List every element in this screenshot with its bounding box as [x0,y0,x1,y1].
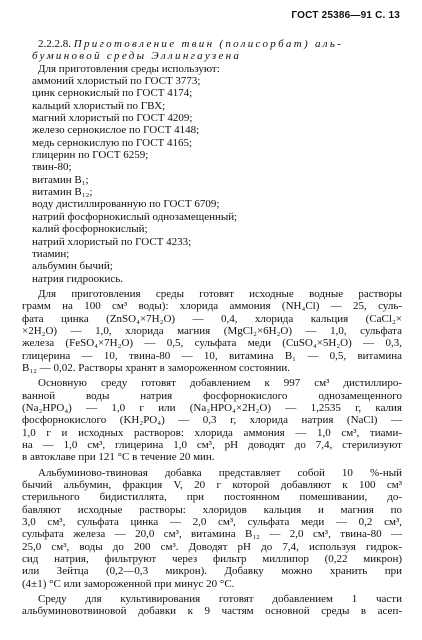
list-item: глицерин по ГОСТ 6259; [32,149,149,162]
list-item: натрий фосфорнокислый однозамещенный; [32,210,238,223]
paragraph-line: фосфорнокислого (KH₂PO₄) — 0,3 г, хлорида натрия (NaCl) — [22,414,402,427]
materials-list [22,63,402,285]
list-item: натрий хлористый по ГОСТ 4233; [32,235,192,248]
paragraph-line: фата цинка (ZnSO₄×7H₂O) — 0,4, хлорида кальция (CaCl₂× [22,312,402,325]
paragraph-line: Среду для культивирования готовят добавлением 1 части [38,593,402,606]
list-item: тиамин; [32,247,70,260]
paragraph-line: бычий альбумин, фракция V, 20 г которой добавляют к 100 см³ [22,479,402,492]
paragraph-line: сид натрия, фильтруют через фильтр миллипор (0,22 микрон) [22,553,402,566]
paragraph-line: Основную среду готовят добавлением к 997 см³ дистиллиро- [38,377,402,390]
document-body [22,38,402,618]
materials-intro: Для приготовления среды используют: [38,62,220,75]
paragraph-line: в автоклаве при 121 °С в течение 20 мин. [22,451,215,464]
section-heading-continued [22,50,402,62]
paragraph-line: B₁₂ — 0,02. Растворы хранят в замороженном состоянии. [22,361,291,374]
section-heading [22,38,402,50]
paragraph-line: сульфата железа — 20,0 см³, витамина B₁₂ — 2,0 см³, твина-80 — [22,528,402,541]
paragraph-line: (Na₂HPO₄) — 1,0 г или (Na₂HPO₄×2H₂O) — 1,2535 г, калия [22,401,402,414]
list-item: магний хлористый по ГОСТ 4209; [32,112,193,125]
list-item: кальций хлористый по ГВХ; [32,99,166,112]
list-item: твин-80; [32,161,72,174]
paragraph-albumin-supplement [22,467,402,590]
section-number: 2.2.2.8. [38,38,71,50]
list-item: медь сернокислую по ГОСТ 4165; [32,136,193,149]
list-item: калий фосфорнокислый; [32,223,148,236]
list-item: аммоний хлористый по ГОСТ 3773; [32,75,201,88]
paragraph-line: альбуминовотвиновой добавки к 9 частям основной среды в асеп- [22,605,402,618]
list-item: цинк сернокислый по ГОСТ 4174; [32,87,193,100]
paragraph-line: (4±1) °С или замороженной при минус 20 °С. [22,577,235,590]
list-item: витамин B₁₂; [32,186,93,199]
section-title-line-1: Приготовление твин (полисорбат) аль- [73,38,344,50]
paragraph-line: ванной воды натрия фосфорнокислого однозамещенного [22,389,402,402]
list-item: натрия гидроокись. [32,272,123,285]
paragraph-line: Альбуминово-твиновая добавка представляет собой 10 %-ный [38,466,402,479]
paragraph-stock-solutions [22,288,402,374]
paragraph-line: 25,0 см³, воды до 200 см³. Доводят pH до 7,4, используя гидрок- [22,540,402,553]
section-title-line-2: буминовой среды Эллингаузена [32,50,242,63]
list-item: альбумин бычий; [32,260,113,273]
paragraph-line: на — 1,0 см³, глицерина 1,0 см³, pH доводят до 7,4, стерилизуют [22,439,402,451]
paragraph-line: Для приготовления среды готовят исходные водные растворы [38,287,402,300]
paragraph-line: глицерина — 10, твина-80 — 10, витамина B₁ — 0,5, витамина [22,349,402,362]
paragraph-cultivation-medium [22,593,402,618]
paragraph-line: 3,0 см³, сульфата цинка — 2,0 см³, сульфата меди — 0,2 см³, [22,516,402,529]
paragraph-line: или Зейтца (0,2—0,3 микрон). Добавку можно хранить при [22,565,402,578]
paragraph-line: ×2H₂O) — 1,0, хлорида магния (MgCl₂×6H₂O) — 1,0, сульфата [22,324,402,337]
paragraph-line: стерильного бидистиллята, при постоянном помешивании, до- [22,491,402,504]
list-item: витамин B₁; [32,173,89,186]
paragraph-line: грамм на 100 см³ воды): хлорида аммония (NH₄Cl) — 25, суль- [22,300,402,313]
paragraph-line: железа (FeSO₄×7H₂O) — 0,5, сульфата меди (CuSO₄×5H₂O) — 0,3, [22,337,402,350]
paragraph-base-medium [22,377,402,463]
paragraph-line: 1,0 г и исходных растворов: хлорида аммония — 1,0 см³, тиами- [22,426,402,439]
list-item: железо сернокислое по ГОСТ 4148; [32,124,200,137]
page-header: ГОСТ 25386—91 С. 13 [291,10,400,21]
list-item: воду дистиллированную по ГОСТ 6709; [32,198,220,211]
paragraph-line: бавляют исходные растворы: хлоридов кальция и магния по [22,503,402,516]
